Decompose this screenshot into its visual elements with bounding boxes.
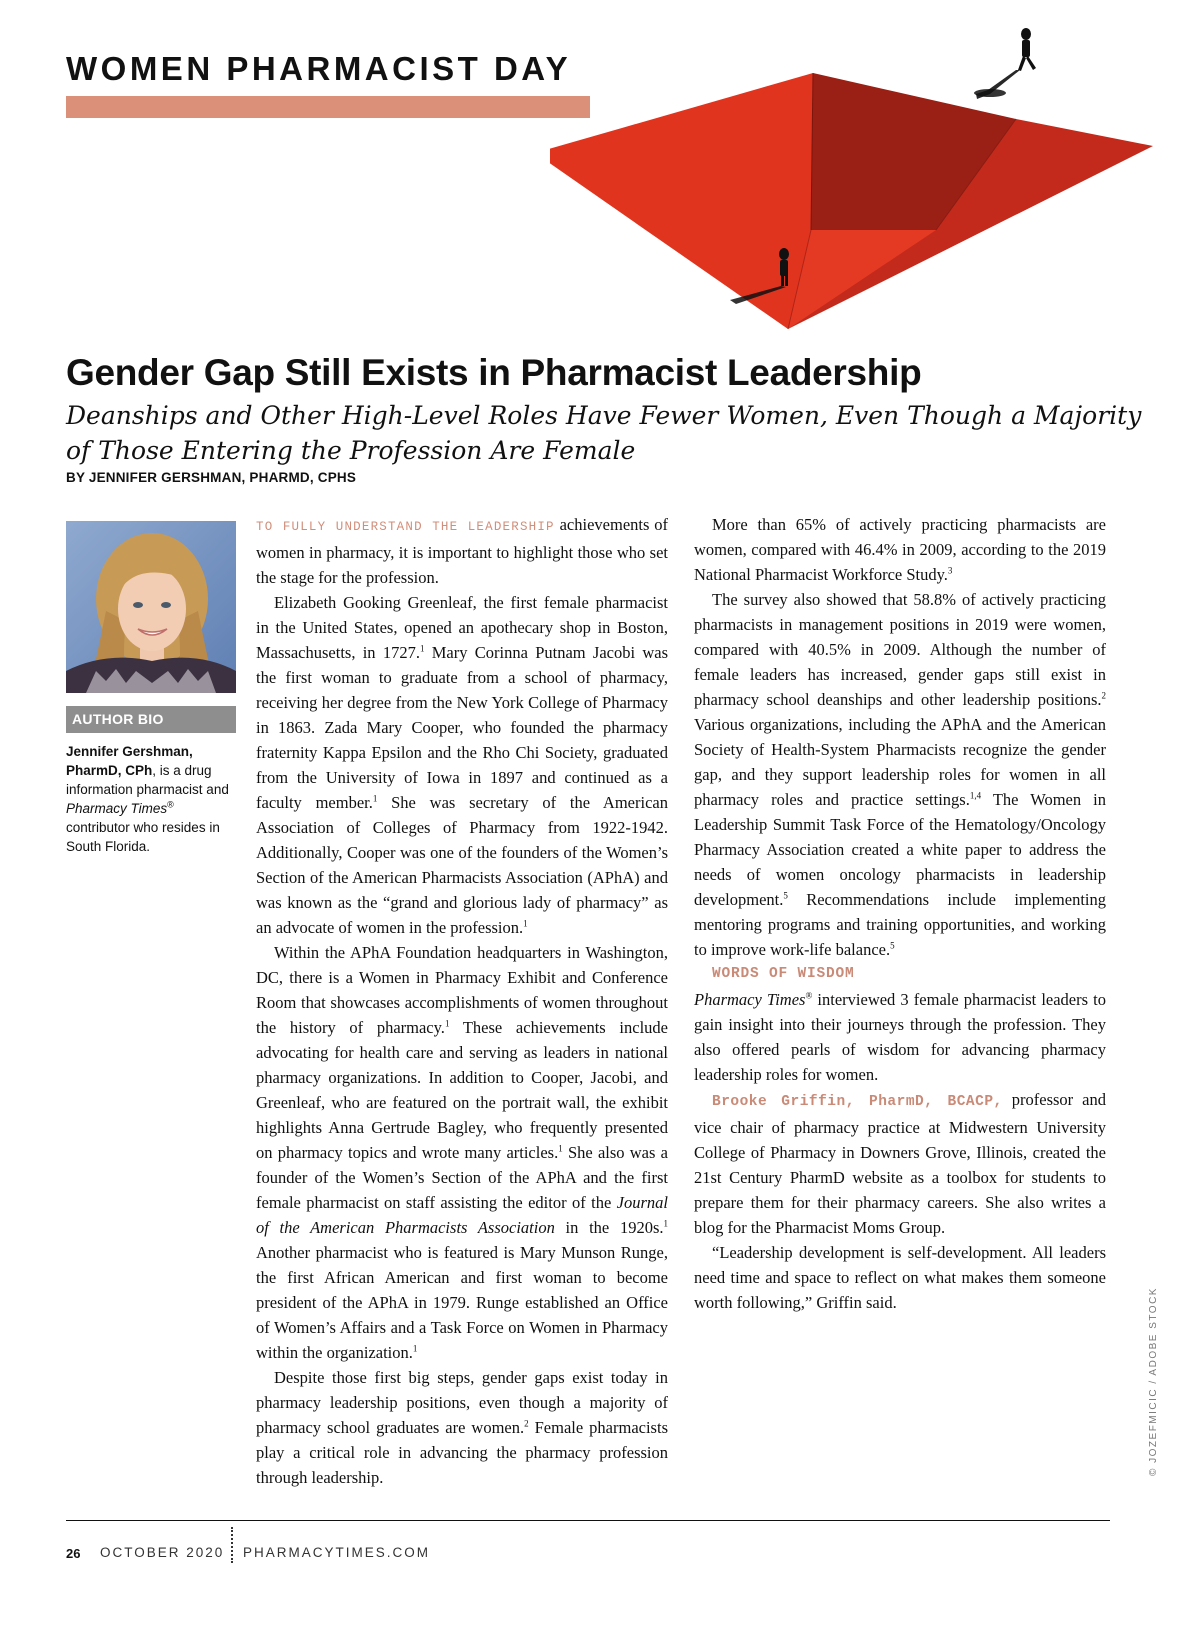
paragraph-text: More than 65% of actively practicing pharmacists are women, compared with 46.4% in 2009, according to the 2019 National Pharmacist Workforce Study. [694,515,1106,584]
body-paragraph [694,987,1106,1087]
paragraph-text: in the 1920s. [554,1218,664,1237]
lead-in-caps: TO FULLY UNDERSTAND THE LEADERSHIP [256,520,555,534]
body-paragraph [694,1087,1106,1240]
paragraph-text: interviewed 3 female pharmacist leaders to gain insight into their journeys through the profession. They also offered pearls of wisdom for advancing pharmacy leadership roles for women. [694,990,1106,1084]
section-title: WOMEN PHARMACIST DAY [66,50,572,87]
author-bio-label: AUTHOR BIO [66,706,236,733]
author-bio-text-part: , is a drug information pharmacist and [66,763,229,797]
citation: 1 [444,1018,450,1029]
citation: 3 [947,565,953,576]
paragraph-text: “Leadership development is self-development. All leaders need time and space to reflect on what makes them someone worth following,” Griffin said. [694,1243,1106,1312]
journal-title: Journal of the American Pharmacists Association [256,1193,668,1237]
citation: 2 [524,1418,529,1429]
paragraph-text: Another pharmacist who is featured is Mary Munson Runge, the first African American and first woman to become president of the APhA in 1979. Runge established an Office of Women’s Affairs and a Task Force on Women in Pharmacy within the organization. [256,1243,668,1362]
interviewee-name: Brooke Griffin, PharmD, BCACP, [712,1094,1003,1110]
body-paragraph [256,512,668,590]
section-subhead: WORDS OF WISDOM [712,966,855,982]
paragraph-text: Elizabeth Gooking Greenleaf, the first female pharmacist in the United States, opened an apothecary shop in Boston, Massachusetts, in 1727. [256,593,668,662]
author-name: Jennifer Gershman, PharmD, CPh [66,744,193,778]
article-byline: BY JENNIFER GERSHMAN, PHARMD, CPHS [66,470,357,485]
paragraph-text: She was secretary of the American Association of Colleges of Pharmacy from 1922-1942. Additionally, Cooper was one of the founders of the Women’s Section of the American Pharmacists Association (APhA) and was known as the “grand and glorious lady of pharmacy” as an advocate of women in the profession. [256,793,668,937]
body-column-1 [256,512,668,1490]
page-number: 26 [66,1546,81,1561]
citation: 1 [523,918,528,929]
paragraph-text: Various organizations, including the APhA and the American Society of Health-System Pharmacists recognize the gender gap, and they support leadership roles for women in all pharmacy roles and practice settings. [694,715,1106,809]
body-paragraph [694,587,1106,962]
paragraph-text: Female pharmacists play a critical role in advancing the pharmacy profession through leadership. [256,1418,668,1487]
paragraph-text: The survey also showed that 58.8% of actively practicing pharmacists in management positions in 2019 were women, compared with 40.5% in 2009. Although the number of female leaders has increased, gender gaps still exist in pharmacy school deanships and other leadership positions. [694,590,1106,709]
paragraph-text: Within the APhA Foundation headquarters in Washington, DC, there is a Women in Pharmacy Exhibit and Conference Room that showcases accomplishments of women throughout the history of pharmacy. [256,943,668,1037]
author-bio-text-part: contributor who resides in South Florida. [66,820,220,854]
body-paragraph [256,1365,668,1490]
citation: 1 [412,1343,418,1354]
paragraph-text: These achievements include advocating for health care and serving as leaders in national pharmacy organizations. In addition to Cooper, Jacobi, and Greenleaf, who are featured on the portrait wall, the exhibit highlights Anna Gertrude Bagley, who frequently presented on pharmacy topics and wrote many articles. [256,1018,668,1162]
paragraph-text: professor and vice chair of pharmacy practice at Midwestern University College of Pharmacy in Downers Grove, Illinois, created the 21st Century PharmD website as a toolbox for students to prepare them for their pharmacy careers. She also writes a blog for the Pharmacist Moms Group. [694,1090,1106,1237]
citation: 1,4 [969,790,982,801]
citation: 1 [419,643,425,654]
paragraph-text: She also was a founder of the Women’s Section of the APhA and the first female pharmacist on staff assisting the editor of the [256,1143,668,1212]
citation: 5 [783,890,788,901]
citation: 1 [663,1218,668,1229]
citation: 5 [890,940,895,951]
article-deck: Deanships and Other High-Level Roles Have Fewer Women, Even Though a Majority of Those Entering the Profession Are Female [66,401,1142,465]
issue-date: OCTOBER 2020 [100,1545,225,1560]
author-bio-text [66,742,238,856]
registered-mark: ® [805,990,813,1001]
body-column-2 [694,512,1106,1315]
citation: 1 [372,793,378,804]
paragraph-text: Recommendations include implementing mentoring programs and training opportunities, and working to improve work-life balance. [694,890,1106,959]
site-url: PHARMACYTIMES.COM [243,1545,431,1560]
person-silhouette-icon [974,28,1036,99]
citation: 2 [1101,690,1106,701]
paragraph-text: achievements of women in pharmacy, it is important to highlight those who set the stage for the profession. [256,515,668,587]
paragraph-text: The Women in Leadership Summit Task Force of the Hematology/Oncology Pharmacy Association created a white paper to address the needs of women oncology pharmacists in leadership development. [694,790,1106,909]
registered-mark: ® [167,799,174,810]
inverted-pyramid-illustration [550,24,1190,354]
footer-separator [231,1527,233,1563]
body-paragraph [256,940,668,1365]
section-accent-bar [66,96,590,118]
publication-name: Pharmacy Times [694,990,806,1009]
paragraph-text: Despite those first big steps, gender gaps exist today in pharmacy leadership positions, even though a majority of pharmacy school graduates are women. [256,1368,668,1437]
body-paragraph [694,1240,1106,1315]
paragraph-text: Mary Corinna Putnam Jacobi was the first woman to graduate from a school of pharmacy, receiving her degree from the New York College of Pharmacy in 1863. Zada Mary Cooper, who founded the pharmacy fraternity Kappa Epsilon and the Rho Chi Society, graduated from the University of Iowa in 1897 and continued as a faculty member. [256,643,668,812]
author-portrait [66,521,236,693]
body-paragraph [694,512,1106,587]
article-headline: Gender Gap Still Exists in Pharmacist Leadership [66,352,922,393]
publication-name: Pharmacy Times [66,801,168,816]
body-paragraph [256,590,668,940]
footer-rule [66,1520,1110,1521]
photo-credit: © JOZEFMICIC / ADOBE STOCK [1148,1287,1159,1476]
citation: 1 [558,1143,563,1154]
